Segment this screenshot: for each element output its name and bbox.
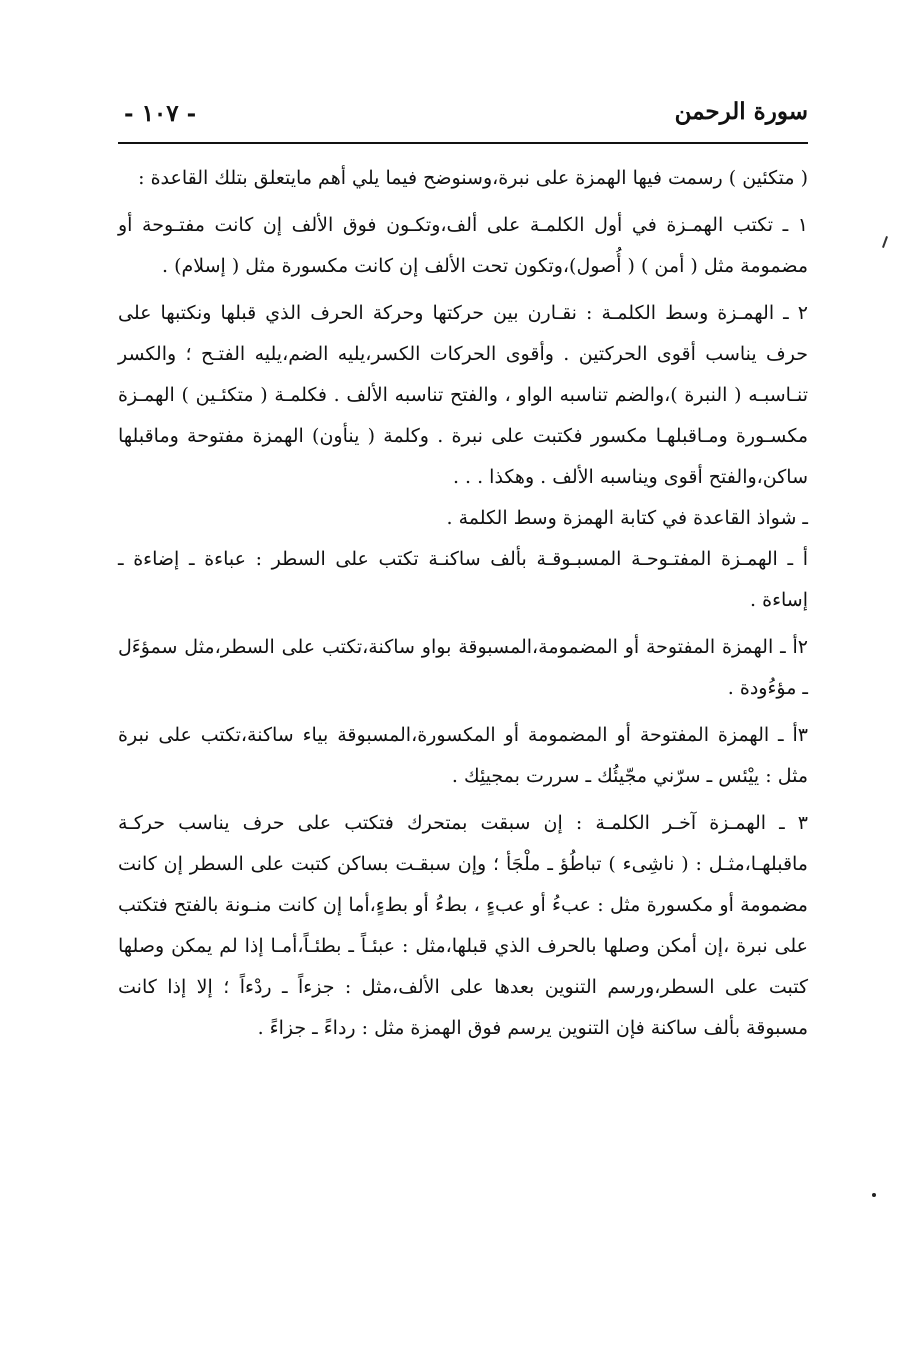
paragraph-exception-1: أ ـ الهمـزة المفتـوحـة المسبـوقـة بألف ساكنـة تكتب على السطر : عباءة ـ إضاءة ـ إساءة . bbox=[118, 548, 808, 611]
header-rule bbox=[118, 142, 808, 144]
page-header bbox=[118, 96, 808, 140]
paragraph-intro: ( متكئين ) رسمت فيها الهمزة على نبرة،وسنوضح فيما يلي أهم مايتعلق بتلك القاعدة : bbox=[138, 167, 808, 189]
running-title: سورة الرحمن bbox=[674, 98, 808, 125]
paragraph-exceptions-heading: ـ شواذ القاعدة في كتابة الهمزة وسط الكلمة . bbox=[446, 507, 808, 529]
paragraph-exception-2: ٢أ ـ الهمزة المفتوحة أو المضمومة،المسبوقة بواو ساكنة،تكتب على السطر،مثل سمؤءَل ـ مؤءُودة . bbox=[118, 636, 808, 699]
paragraph-exception-3: ٣أ ـ الهمزة المفتوحة أو المضمومة أو المكسورة،المسبوقة بياء ساكنة،تكتب على نبرة مثل : ييْئس ـ سرّني مجّيئُك ـ سررت بمجيئِك . bbox=[118, 724, 808, 787]
page-number: - ١٠٧ - bbox=[124, 100, 197, 127]
paragraph-rule-2: ٢ ـ الهمـزة وسط الكلمـة : نقـارن بين حركتها وحركة الحرف الذي قبلها ونكتبها على حرف يناسب أقوى الحركتين . وأقوى الحركات الكسر،يليه الضم،يليه الفتـح ؛ والكسر تنـاسبـه ( النبرة )،والضم تناسبه الواو ، والفتح تناسبه الألف . فكلمـة ( متكئـين ) الهمـزة مكسـورة ومـاقبلهـا مكسور فكتبت على نبرة . وكلمة ( ينأون) الهمزة مفتوحة وماقبلها ساكن،والفتح أقوى ويناسبه الألف . وهكذا . . . bbox=[118, 302, 808, 488]
body-text bbox=[118, 158, 808, 1049]
paragraph-rule-1: ١ ـ تكتب الهمـزة في أول الكلمـة على ألف،وتكـون فوق الألف إن كانت مفتـوحة أو مضمومة مثل ( أمن ) ( أُصول)،وتكون تحت الألف إن كانت مكسورة مثل ( إسلام) . bbox=[118, 214, 808, 277]
margin-dot bbox=[872, 1193, 876, 1197]
document-page bbox=[118, 96, 808, 1055]
paragraph-rule-3: ٣ ـ الهمـزة آخـر الكلمـة : إن سبقت بمتحرك فتكتب على حرف يناسب حركـة ماقبلهـا،مثـل : ( ناشِىء ) تباطُؤ ـ ملْجَأ ؛ وإن سبقـت بساكن كتبت على السطر إن كانت مضمومة أو مكسورة مثل : عبءُ أو عبءٍ ، بطءُ أو بطءٍ،أما إن كانت منـونة بالفتح فتكتب على نبرة ،إن أمكن وصلها بالحرف الذي قبلها،مثل : عبئـاً ـ بطئـاً،أمـا إذا لم يمكن وصلها كتبت على السطر،ورسم التنوين بعدها على الألف،مثل : جزءاً ـ ردْءاً ؛ إلا إذا كانت مسبوقة بألف ساكنة فإن التنوين يرسم فوق الهمزة مثل : رداءً ـ جزاءً . bbox=[118, 812, 808, 1039]
margin-mark bbox=[882, 236, 888, 248]
